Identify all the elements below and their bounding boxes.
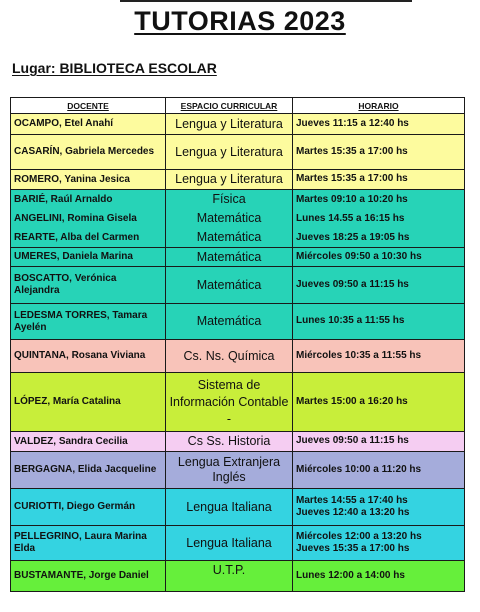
table-row-group <box>11 190 465 248</box>
docente-cell <box>11 190 166 248</box>
docente-cell: OCAMPO, Etel Anahí <box>11 114 166 135</box>
horario-cell: Martes 15:00 a 16:20 hs <box>293 373 465 432</box>
docente-cell: QUINTANA, Rosana Viviana <box>11 340 166 373</box>
docente-cell: BERGAGNA, Elida Jacqueline <box>11 452 166 489</box>
docente-cell: VALDEZ, Sandra Cecilia <box>11 432 166 452</box>
horario-cell: Jueves 11:15 a 12:40 hs <box>293 114 465 135</box>
horario-cell <box>293 489 465 526</box>
horario-cell: Miércoles 10:35 a 11:55 hs <box>293 340 465 373</box>
espacio-cell: U.T.P. <box>166 561 293 592</box>
table-row <box>11 135 465 170</box>
espacio-cell: Matemática <box>166 248 293 267</box>
horario-line: Miércoles 12:00 a 13:20 hs <box>296 530 422 542</box>
horario-line: Lunes 14.55 a 16:15 hs <box>296 213 405 224</box>
table-row <box>11 170 465 190</box>
header-espacio: ESPACIO CURRICULAR <box>166 98 293 114</box>
espacio-cell: Lengua y Literatura <box>166 135 293 170</box>
tutorias-table <box>10 97 465 592</box>
table-row <box>11 248 465 267</box>
table-row <box>11 267 465 304</box>
table-row <box>11 340 465 373</box>
espacio-cell: Cs. Ns. Química <box>166 340 293 373</box>
page-title: TUTORIAS 2023 <box>134 6 346 36</box>
horario-cell <box>293 190 465 248</box>
table-row <box>11 114 465 135</box>
docente-cell: PELLEGRINO, Laura Marina Elda <box>11 526 166 561</box>
horario-cell: Lunes 10:35 a 11:55 hs <box>293 304 465 340</box>
docente-cell: UMERES, Daniela Marina <box>11 248 166 267</box>
espacio-cell: Sistema de Información Contable - <box>166 373 293 432</box>
horario-line: Jueves 18:25 a 19:05 hs <box>296 232 410 243</box>
docente-line: ANGELINI, Romina Gisela <box>14 213 137 224</box>
horario-line: Martes 09:10 a 10:20 hs <box>296 194 408 205</box>
horario-line: Jueves 15:35 a 17:00 hs <box>296 543 410 554</box>
espacio-cell: Cs Ss. Historia <box>166 432 293 452</box>
espacio-cell: Lengua y Literatura <box>166 114 293 135</box>
espacio-line: Física <box>212 192 246 206</box>
table-row <box>11 432 465 452</box>
table-row <box>11 489 465 526</box>
location-heading: Lugar: BIBLIOTECA ESCOLAR <box>12 60 217 76</box>
header-horario: HORARIO <box>293 98 465 114</box>
espacio-cell <box>166 190 293 248</box>
docente-cell: CURIOTTI, Diego Germán <box>11 489 166 526</box>
espacio-line: Matemática <box>196 211 262 225</box>
horario-cell: Martes 15:35 a 17:00 hs <box>293 135 465 170</box>
espacio-cell: Lengua Italiana <box>166 489 293 526</box>
table-row <box>11 373 465 432</box>
espacio-cell: Lengua y Literatura <box>166 170 293 190</box>
table-row <box>11 526 465 561</box>
espacio-cell: Lengua Extranjera Inglés <box>166 452 293 489</box>
docente-cell: LEDESMA TORRES, Tamara Ayelén <box>11 304 166 340</box>
docente-line: BARIÉ, Raúl Arnaldo <box>14 194 113 205</box>
horario-cell <box>293 526 465 561</box>
table-row <box>11 304 465 340</box>
horario-cell: Jueves 09:50 a 11:15 hs <box>293 432 465 452</box>
docente-line: REARTE, Alba del Carmen <box>14 232 140 243</box>
docente-cell: BUSTAMANTE, Jorge Daniel <box>11 561 166 592</box>
horario-line: Martes 14:55 a 17:40 hs <box>296 494 408 506</box>
horario-cell: Jueves 09:50 a 11:15 hs <box>293 267 465 304</box>
docente-cell: BOSCATTO, Verónica Alejandra <box>11 267 166 304</box>
espacio-cell: Matemática <box>166 267 293 304</box>
espacio-cell: Lengua Italiana <box>166 526 293 561</box>
espacio-line: Matemática <box>196 230 262 244</box>
horario-cell: Martes 15:35 a 17:00 hs <box>293 170 465 190</box>
table-row <box>11 452 465 489</box>
espacio-cell: Matemática <box>166 304 293 340</box>
table-row <box>11 561 465 592</box>
header-docente: DOCENTE <box>11 98 166 114</box>
horario-cell: Miércoles 10:00 a 11:20 hs <box>293 452 465 489</box>
horario-cell: Miércoles 09:50 a 10:30 hs <box>293 248 465 267</box>
horario-line: Jueves 12:40 a 13:20 hs <box>296 507 410 518</box>
top-rule <box>120 0 412 2</box>
header-row <box>11 98 465 114</box>
docente-cell: CASARÍN, Gabriela Mercedes <box>11 135 166 170</box>
docente-cell: LÓPEZ, María Catalina <box>11 373 166 432</box>
docente-cell: ROMERO, Yanina Jesica <box>11 170 166 190</box>
horario-cell: Lunes 12:00 a 14:00 hs <box>293 561 465 592</box>
